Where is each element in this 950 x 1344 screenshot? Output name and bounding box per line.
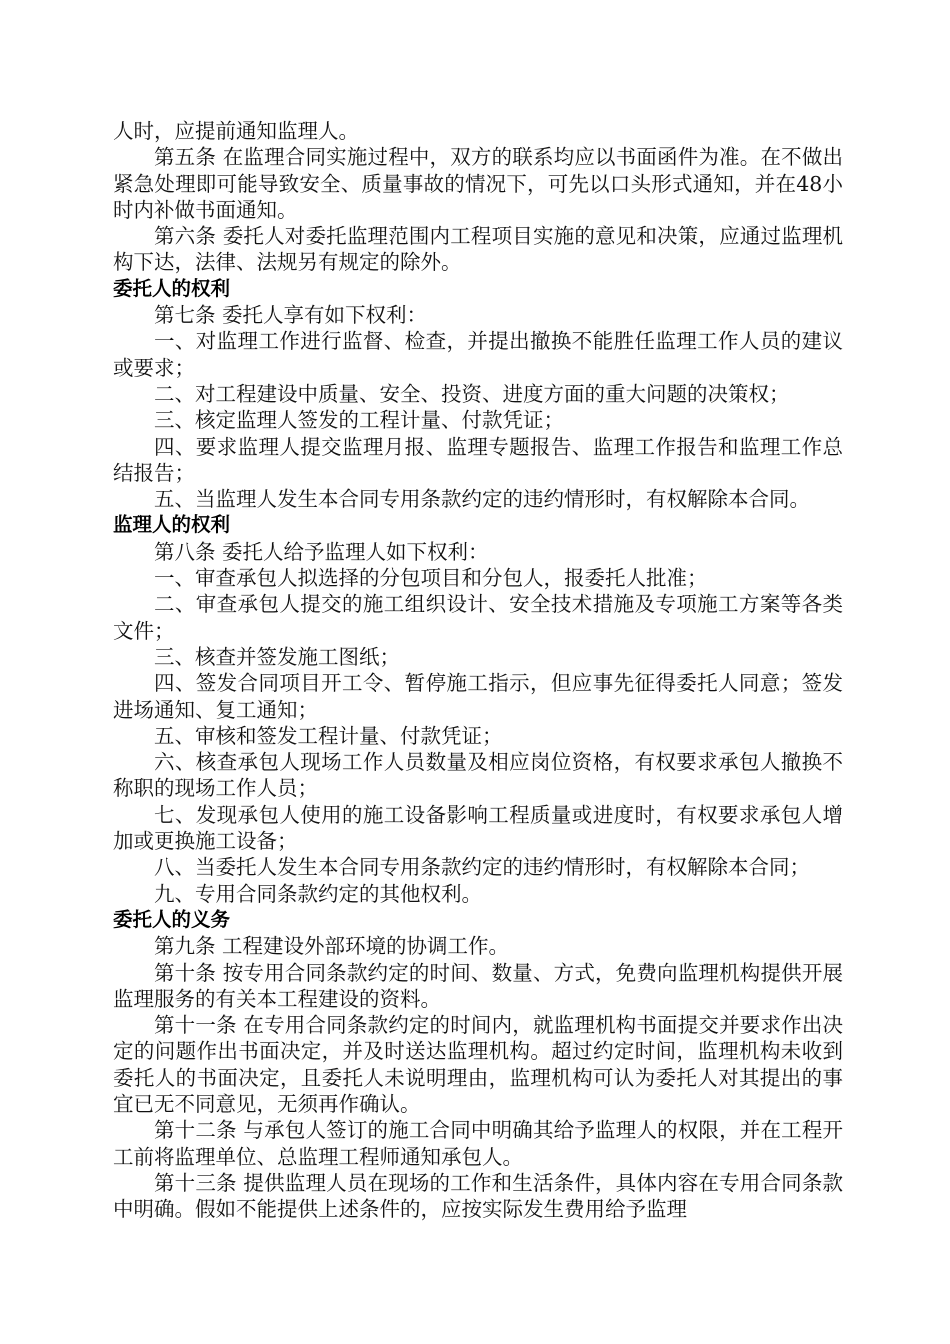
list-item: 三、核查并签发施工图纸； (154, 644, 400, 669)
list-item: 二、对工程建设中质量、安全、投资、进度方面的重大问题的决策权； (154, 381, 790, 406)
list-item: 二、审查承包人提交的施工组织设计、安全技术措施及专项施工方案等各类文件； (113, 592, 843, 643)
list-item: 一、对监理工作进行监督、检查，并提出撤换不能胜任监理工作人员的建议或要求； (113, 329, 843, 380)
list-item: 六、核查承包人现场工作人员数量及相应岗位资格，有权要求承包人撤换不称职的现场工作人员； (113, 750, 843, 801)
list-item: 四、签发合同项目开工令、暂停施工指示，但应事先征得委托人同意；签发进场通知、复工通知； (113, 671, 843, 722)
article-8: 第八条 委托人给予监理人如下权利： (154, 539, 489, 564)
section-heading-supervisor-rights: 监理人的权利 (113, 513, 231, 537)
section-heading-client-rights: 委托人的权利 (113, 276, 231, 300)
list-item: 七、发现承包人使用的施工设备影响工程质量或进度时，有权要求承包人增加或更换施工设备； (113, 802, 843, 854)
article-12: 第十二条 与承包人签订的施工合同中明确其给予监理人的权限，并在工程开工前将监理单位、总监理工程师通知承包人。 (113, 1118, 843, 1169)
list-item: 三、核定监理人签发的工程计量、付款凭证； (154, 408, 564, 433)
list-item: 四、要求监理人提交监理月报、监理专题报告、监理工作报告和监理工作总结报告； (113, 434, 843, 485)
article-5: 第五条 在监理合同实施过程中，双方的联系均应以书面函件为准。在不做出紧急处理即可能导致安全、质量事故的情况下，可先以口头形式通知，并在48小时内补做书面通知。 (113, 145, 843, 222)
document-body (113, 118, 843, 1222)
section-heading-client-obligations: 委托人的义务 (113, 907, 231, 931)
list-item: 五、当监理人发生本合同专用条款约定的违约情形时，有权解除本合同。 (154, 487, 810, 512)
list-item: 五、审核和签发工程计量、付款凭证； (154, 723, 503, 748)
article-13: 第十三条 提供监理人员在现场的工作和生活条件，具体内容在专用合同条款中明确。假如不能提供上述条件的，应按实际发生费用给予监理 (113, 1170, 843, 1222)
list-item: 八、当委托人发生本合同专用条款约定的违约情形时，有权解除本合同； (154, 855, 810, 880)
paragraph: 人时，应提前通知监理人。 (113, 119, 359, 143)
article-9: 第九条 工程建设外部环境的协调工作。 (154, 934, 510, 959)
list-item: 九、专用合同条款约定的其他权利。 (154, 881, 482, 906)
article-6: 第六条 委托人对委托监理范围内工程项目实施的意见和决策，应通过监理机构下达，法律、法规另有规定的除外。 (113, 224, 843, 275)
list-item: 一、审查承包人拟选择的分包项目和分包人，报委托人批准； (154, 566, 708, 591)
article-10: 第十条 按专用合同条款约定的时间、数量、方式，免费向监理机构提供开展监理服务的有关本工程建设的资料。 (113, 960, 843, 1011)
article-7: 第七条 委托人享有如下权利： (154, 303, 428, 328)
article-11: 第十一条 在专用合同条款约定的时间内，就监理机构书面提交并要求作出决定的问题作出书面决定，并及时送达监理机构。超过约定时间，监理机构未收到委托人的书面决定，且委托人未说明理由，监理机构可认为委托人对其提出的事宜已无不同意见，无须再作确认。 (113, 1013, 843, 1116)
